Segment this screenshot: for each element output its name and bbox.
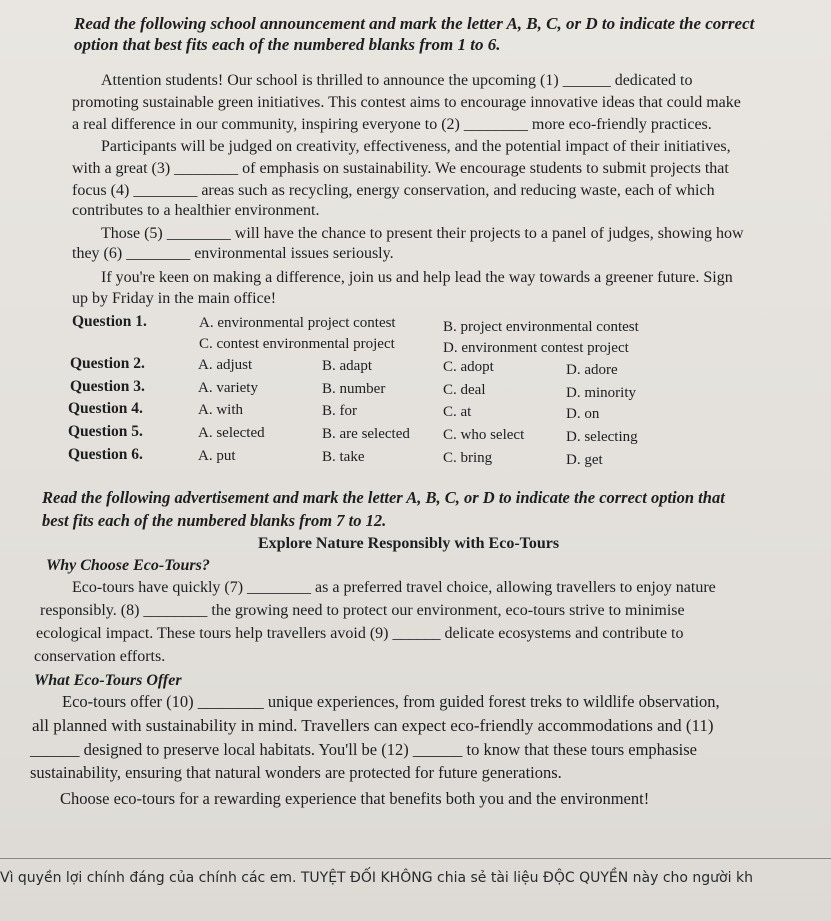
announcement-p1-line3: a real difference in our community, inspiring everyone to (2) ________ more eco-friendly practices. <box>72 116 712 133</box>
section1-instruction-line2: option that best fits each of the numbered blanks from 1 to 6. <box>74 35 501 54</box>
section2-instruction-line2: best fits each of the numbered blanks from 7 to 12. <box>42 511 387 530</box>
announcement-p2-line2: with a great (3) ________ of emphasis on sustainability. We encourage students to submit projects that <box>72 160 729 177</box>
announcement-p4-line1: If you're keen on making a difference, join us and help lead the way towards a greener future. Sign <box>101 269 733 286</box>
question-3-option-a[interactable]: A. variety <box>198 380 258 396</box>
announcement-p2-line4: contributes to a healthier environment. <box>72 202 320 219</box>
footer-divider <box>0 858 831 859</box>
question-1-option-b[interactable]: B. project environmental contest <box>443 319 639 335</box>
question-6-option-b[interactable]: B. take <box>322 449 365 465</box>
question-3-option-b[interactable]: B. number <box>322 381 386 397</box>
question-6-option-a[interactable]: A. put <box>198 448 236 464</box>
question-4-label: Question 4. <box>68 400 143 417</box>
question-6-option-d[interactable]: D. get <box>566 452 603 468</box>
question-4-option-b[interactable]: B. for <box>322 403 357 419</box>
announcement-p4-line2: up by Friday in the main office! <box>72 290 277 307</box>
announcement-p3-line2: they (6) ________ environmental issues seriously. <box>72 245 394 262</box>
question-2-option-c[interactable]: C. adopt <box>443 359 494 375</box>
heading-why-choose: Why Choose Eco-Tours? <box>46 557 210 574</box>
question-1-option-d[interactable]: D. environment contest project <box>443 340 629 356</box>
advertisement-title: Explore Nature Responsibly with Eco-Tours <box>258 535 560 552</box>
footer-notice: Vì quyền lợi chính đáng của chính các em. TUYỆT ĐỐI KHÔNG chia sẻ tài liệu ĐỘC QUYỀN này cho người kh <box>0 870 753 886</box>
question-3-option-d[interactable]: D. minority <box>566 385 636 401</box>
ad-p2-line4: sustainability, ensuring that natural wonders are protected for future generations. <box>30 763 562 782</box>
announcement-p1-line2: promoting sustainable green initiatives. This contest aims to encourage innovative ideas that could make <box>72 94 741 111</box>
question-2-option-d[interactable]: D. adore <box>566 362 618 378</box>
announcement-p3-line1: Those (5) ________ will have the chance to present their projects to a panel of judges, showing how <box>101 225 744 242</box>
heading-what-offer: What Eco-Tours Offer <box>34 672 182 689</box>
section2-instruction-line1: Read the following advertisement and mark the letter A, B, C, or D to indicate the correct option that <box>42 488 725 507</box>
question-5-option-c[interactable]: C. who select <box>443 427 525 443</box>
question-3-label: Question 3. <box>70 378 145 395</box>
section1-instruction-line1: Read the following school announcement and mark the letter A, B, C, or D to indicate the correct <box>74 14 755 33</box>
announcement-p2-line1: Participants will be judged on creativity, effectiveness, and the potential impact of their initiatives, <box>101 138 731 155</box>
ad-p2-line2: all planned with sustainability in mind. Travellers can expect eco-friendly accommodations and (11) <box>32 716 714 735</box>
ad-p2-line3: ______ designed to preserve local habitats. You'll be (12) ______ to know that these tours emphasise <box>30 740 697 759</box>
question-4-option-c[interactable]: C. at <box>443 404 472 420</box>
question-1-label: Question 1. <box>72 313 147 330</box>
ad-p1-line1: Eco-tours have quickly (7) ________ as a preferred travel choice, allowing travellers to enjoy nature <box>72 579 716 596</box>
question-5-option-b[interactable]: B. are selected <box>322 426 410 442</box>
question-3-option-c[interactable]: C. deal <box>443 382 486 398</box>
ad-p2-line1: Eco-tours offer (10) ________ unique experiences, from guided forest treks to wildlife observation, <box>62 692 720 711</box>
question-5-label: Question 5. <box>68 423 143 440</box>
ad-p1-line3: ecological impact. These tours help travellers avoid (9) ______ delicate ecosystems and contribute to <box>36 625 684 642</box>
ad-closing-line: Choose eco-tours for a rewarding experience that benefits both you and the environment! <box>60 789 650 808</box>
question-2-option-a[interactable]: A. adjust <box>198 357 253 373</box>
question-2-option-b[interactable]: B. adapt <box>322 358 372 374</box>
question-4-option-d[interactable]: D. on <box>566 406 600 422</box>
ad-p1-line2: responsibly. (8) ________ the growing need to protect our environment, eco-tours strive to minimise <box>40 602 685 619</box>
announcement-p1-line1: Attention students! Our school is thrilled to announce the upcoming (1) ______ dedicated to <box>101 72 693 89</box>
question-2-label: Question 2. <box>70 355 145 372</box>
question-1-option-c[interactable]: C. contest environmental project <box>199 336 395 352</box>
ad-p1-line4: conservation efforts. <box>34 648 166 665</box>
question-6-label: Question 6. <box>68 446 143 463</box>
question-6-option-c[interactable]: C. bring <box>443 450 493 466</box>
question-4-option-a[interactable]: A. with <box>198 402 243 418</box>
announcement-p2-line3: focus (4) ________ areas such as recycling, energy conservation, and reducing waste, each of which <box>72 182 715 199</box>
question-5-option-a[interactable]: A. selected <box>198 425 265 441</box>
question-1-option-a[interactable]: A. environmental project contest <box>199 315 396 331</box>
question-5-option-d[interactable]: D. selecting <box>566 429 638 445</box>
